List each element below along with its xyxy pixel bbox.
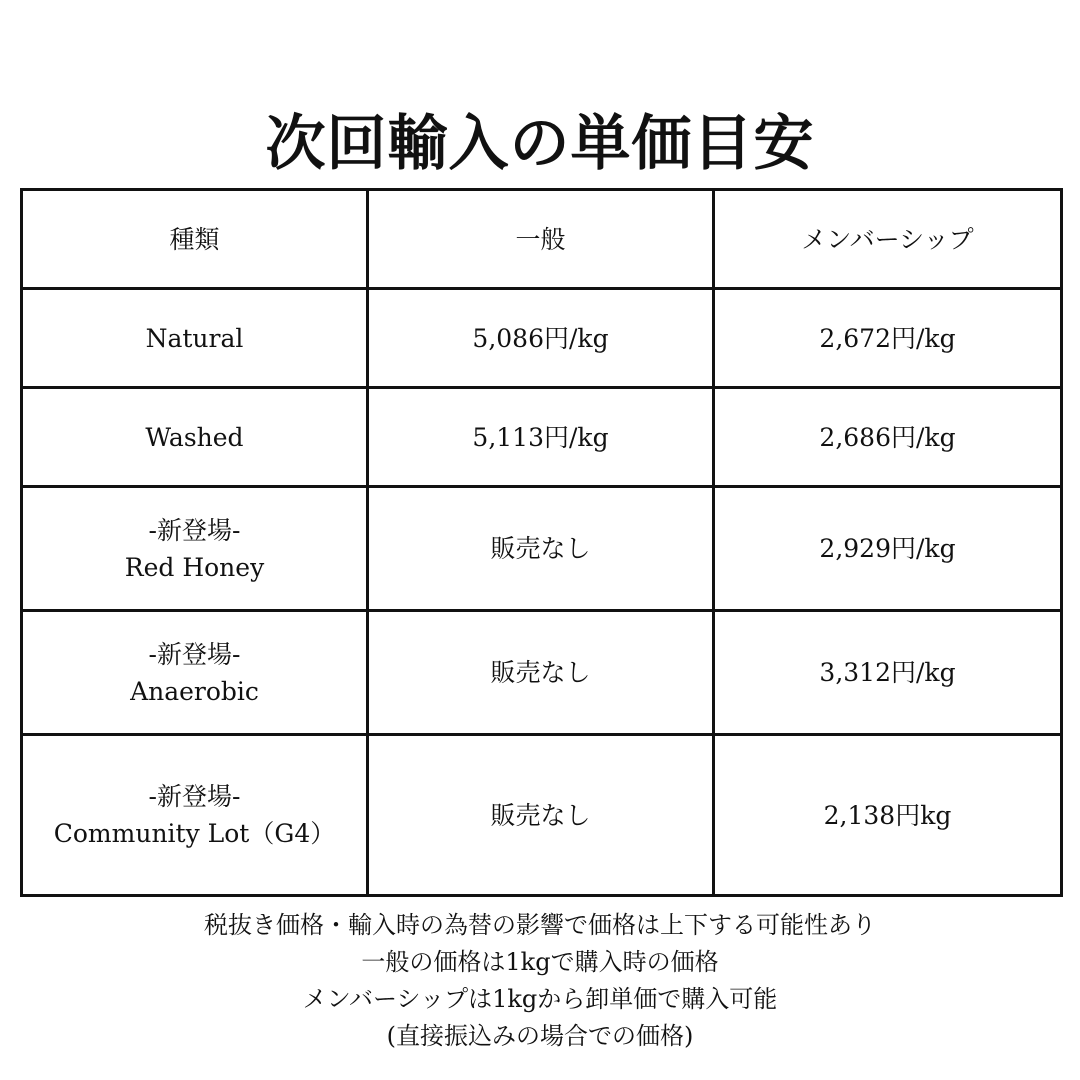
type-cell [22, 735, 368, 896]
note-line: 税抜き価格・輸入時の為替の影響で価格は上下する可能性あり [204, 911, 876, 939]
new-badge: -新登場- [148, 515, 241, 545]
type-cell [22, 487, 368, 611]
type-cell [22, 388, 368, 487]
membership-price-cell: 3,312円/kg [714, 611, 1062, 735]
table-row [22, 388, 1062, 487]
membership-price-cell: 2,929円/kg [714, 487, 1062, 611]
type-name: Red Honey [124, 552, 265, 582]
note-line: (直接振込みの場合での価格) [386, 1022, 694, 1050]
general-price-cell: 販売なし [368, 487, 714, 611]
type-cell [22, 611, 368, 735]
type-name: Natural [145, 323, 244, 353]
general-price-cell: 販売なし [368, 611, 714, 735]
new-badge: -新登場- [148, 639, 241, 669]
table-row [22, 289, 1062, 388]
new-badge: -新登場- [148, 782, 241, 811]
table-header-row [22, 190, 1062, 289]
general-price-cell: 販売なし [368, 735, 714, 896]
type-name: Washed [145, 422, 244, 452]
type-name: Community Lot（G4） [53, 819, 336, 848]
table-row [22, 487, 1062, 611]
header-general: 一般 [368, 190, 714, 289]
membership-price-cell: 2,138円kg [714, 735, 1062, 896]
header-membership: メンバーシップ [714, 190, 1062, 289]
type-name: Anaerobic [130, 676, 259, 706]
general-price-cell: 5,086円/kg [368, 289, 714, 388]
page-title: 次回輸入の単価目安 [265, 109, 815, 179]
price-table [20, 188, 1063, 897]
notes [0, 907, 1080, 1055]
table-row [22, 735, 1062, 896]
header-type: 種類 [22, 190, 368, 289]
membership-price-cell: 2,686円/kg [714, 388, 1062, 487]
membership-price-cell: 2,672円/kg [714, 289, 1062, 388]
note-line: メンバーシップは1kgから卸単価で購入可能 [302, 985, 778, 1013]
note-line: 一般の価格は1kgで購入時の価格 [361, 948, 719, 976]
general-price-cell: 5,113円/kg [368, 388, 714, 487]
type-cell [22, 289, 368, 388]
table-row [22, 611, 1062, 735]
